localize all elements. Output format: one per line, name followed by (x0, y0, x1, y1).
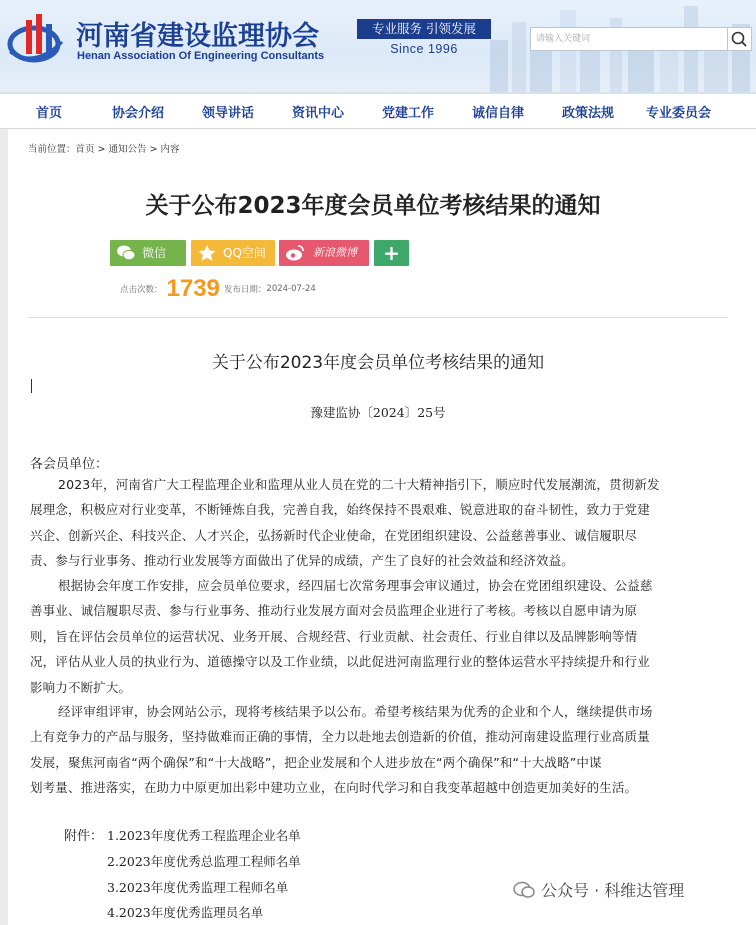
breadcrumb-label: 当前位置： (28, 144, 76, 155)
wechat-watermark (513, 878, 684, 901)
share-qzone-button[interactable] (191, 240, 275, 266)
paragraph-line: 兴企、创新兴企、科技兴企、人才兴企，弘扬新时代企业使命，在党团组织建设、公益慈善事业、诚信履职尽 (30, 527, 638, 543)
salutation: 各会员单位： (30, 457, 109, 472)
weibo-icon (285, 244, 305, 262)
paragraph-line: 上有竞争力的产品与服务，坚持做难而正确的事情，全力以赴地去创造新的价值，推动河南建设监理行业高质量 (30, 729, 650, 745)
paragraph (30, 573, 733, 700)
site-header (0, 0, 756, 92)
attachment-link[interactable]: 1.2023年度优秀工程监理企业名单 (107, 828, 301, 843)
views-label: 点击次数： (120, 285, 163, 295)
breadcrumb (28, 141, 180, 155)
breadcrumb-current: 内容 (160, 144, 180, 155)
text-cursor (31, 379, 32, 393)
document-number: 豫建监协〔2024〕25号 (310, 405, 446, 420)
nav-item-about[interactable]: 协会介绍 (112, 106, 165, 121)
nav-item-policy[interactable]: 政策法规 (562, 106, 615, 121)
attachment-link[interactable]: 4.2023年度优秀监理员名单 (107, 905, 264, 920)
since-year: Since 1996 (390, 42, 458, 56)
paragraph-line: 善事业、诚信履职尽责、参与行业事务、推动行业发展方面对会员监理企业进行了考核。考核以自愿申请为原 (30, 603, 638, 619)
paragraph-line: 经评审组评审，协会网站公示，现将考核结果予以公布。希望考核结果为优秀的企业和个人，继续提供市场 (58, 704, 653, 719)
page-title: 关于公布2023年度会员单位考核结果的通知 (145, 193, 601, 219)
search-input[interactable]: 请输入关键词 (530, 27, 728, 51)
breadcrumb-notices[interactable]: 通知公告 (108, 144, 147, 155)
breadcrumb-separator: > (94, 144, 109, 155)
paragraph-line: 根据协会年度工作安排，应会员单位要求，经四届七次常务理事会审议通过，协会在党团组织建设、公益慈 (58, 578, 653, 593)
paragraph-line: 展理念，积极应对行业变革，不断锤炼自我，完善自我，始终保持不畏艰难、锐意进取的奋斗韧性，致力于党建 (30, 502, 650, 518)
star-icon (197, 244, 217, 262)
share-weibo-button[interactable] (279, 240, 369, 266)
paragraph (30, 472, 733, 574)
attachments-label: 附件： (64, 829, 104, 844)
share-qzone-label: QQ空间 (223, 246, 266, 260)
article-container (8, 129, 756, 925)
slogan-badge: 专业服务 引领发展 (357, 19, 491, 39)
nav-item-party[interactable]: 党建工作 (382, 106, 435, 121)
date-label: 发布日期： (223, 285, 267, 295)
paragraph-line: 责、参与行业事务、推动行业发展等方面做出了优异的成绩，产生了良好的社会效益和经济效益。 (30, 553, 574, 569)
association-logo-icon[interactable] (6, 12, 68, 66)
wechat-official-icon (513, 881, 535, 899)
main-nav (0, 92, 756, 129)
wechat-icon (116, 244, 136, 262)
attachment-link[interactable]: 2.2023年度优秀总监理工程师名单 (107, 854, 301, 869)
watermark-text: 公众号 · 科维达管理 (541, 881, 685, 900)
paragraph-line: 则，旨在评估会员单位的运营状况、业务开展、合规经营、行业贡献、社会责任、行业自律以及品牌影响等情 (30, 628, 638, 644)
paragraph (30, 699, 733, 801)
share-more-button[interactable]: + (374, 240, 409, 266)
paragraph-line: 影响力不断扩大。 (30, 679, 132, 695)
share-wechat-label: 微信 (142, 246, 167, 260)
paragraph-line: 2023年，河南省广大工程监理企业和监理从业人员在党的二十大精神指引下，顺应时代发展潮流，贯彻新发 (58, 477, 660, 492)
nav-item-home[interactable]: 首页 (36, 106, 63, 121)
paragraph-line: 划考量、推进落实，在助力中原更加出彩中建功立业，在向时代学习和自我变革超越中创造更加美好的生活。 (30, 780, 638, 796)
search-icon (728, 28, 750, 50)
org-name-en: Henan Association Of Engineering Consultants (77, 50, 325, 62)
paragraph-line: 况，评估从业人员的执业行为、道德操守以及工作业绩，以此促进河南监理行业的整体运营水平持续提升和行业 (30, 654, 650, 670)
share-wechat-button[interactable] (110, 240, 186, 266)
nav-item-committees[interactable]: 专业委员会 (646, 106, 712, 121)
views-count: 1739 (166, 275, 220, 302)
paragraph-line: 发展，聚焦河南省“两个确保”和“十大战略”，把企业发展和个人进步放在“两个确保”和“十大战略”中谋 (30, 754, 602, 770)
breadcrumb-home[interactable]: 首页 (75, 144, 95, 155)
org-name-cn: 河南省建设监理协会 (76, 21, 319, 52)
search-button[interactable] (728, 27, 752, 51)
nav-item-integrity[interactable]: 诚信自律 (472, 106, 525, 121)
nav-item-speeches[interactable]: 领导讲话 (202, 106, 255, 121)
article-meta (120, 275, 316, 303)
attachment-link[interactable]: 3.2023年度优秀监理工程师名单 (107, 880, 289, 895)
divider (28, 317, 728, 318)
nav-item-news[interactable]: 资讯中心 (292, 106, 345, 121)
share-weibo-label: 新浪微博 (313, 246, 357, 259)
breadcrumb-separator: > (146, 144, 161, 155)
body-title: 关于公布2023年度会员单位考核结果的通知 (211, 353, 545, 373)
publish-date: 2024-07-24 (266, 284, 316, 294)
